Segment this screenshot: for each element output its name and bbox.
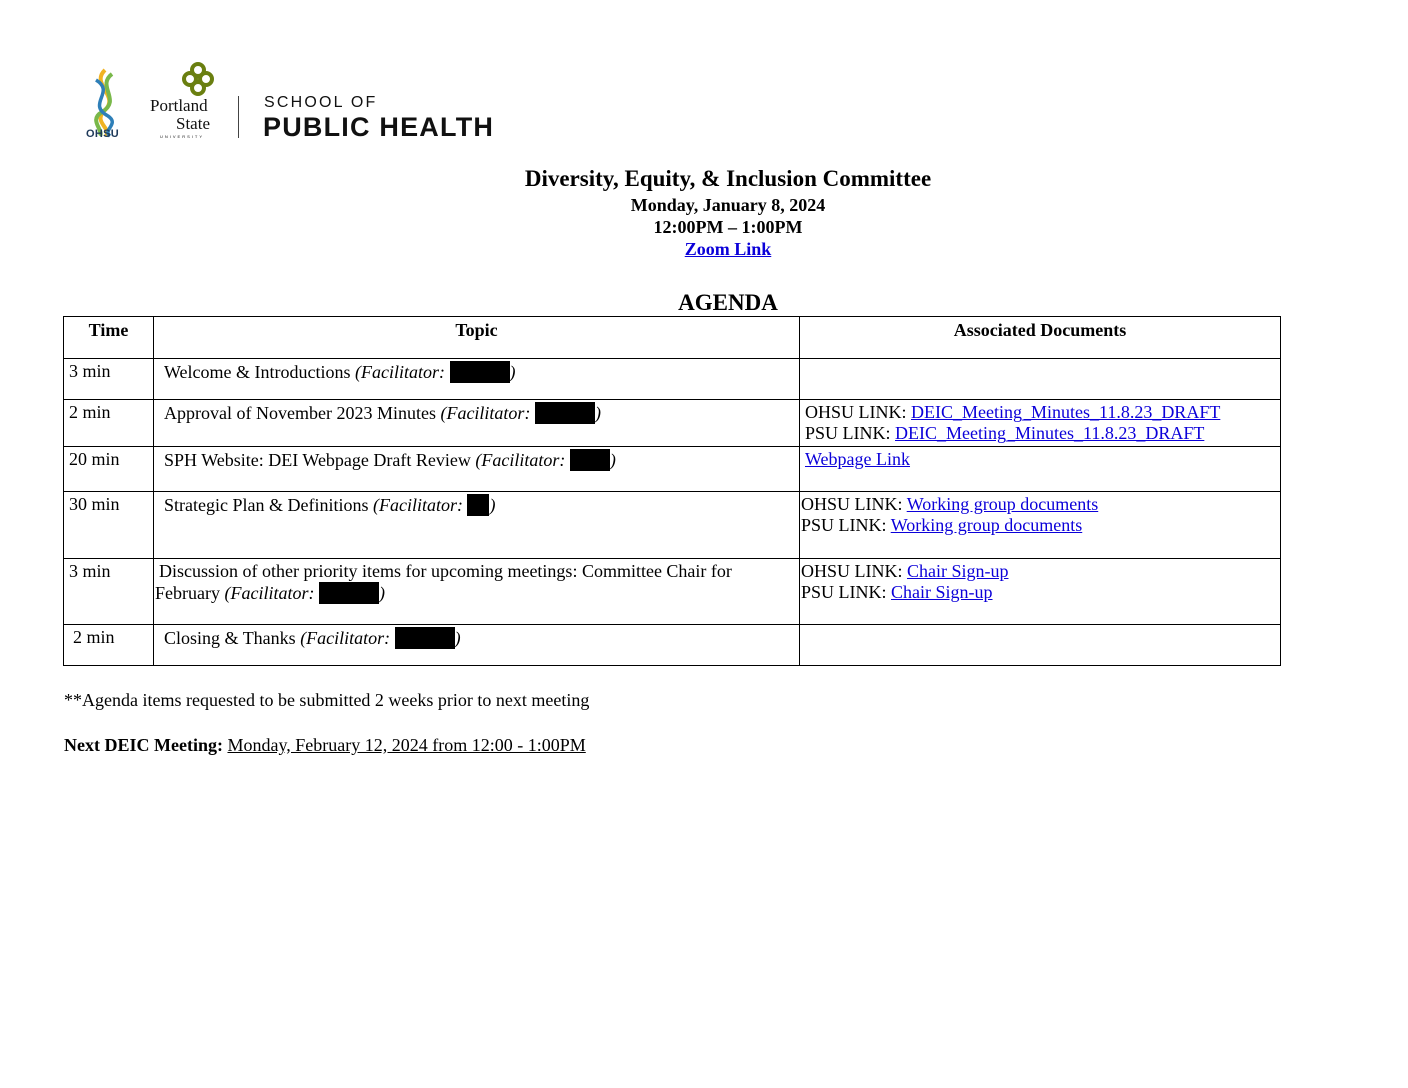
zoom-link-line	[0, 239, 1408, 260]
row-time: 2 min	[64, 400, 154, 447]
ohsu-wordmark: OHSU	[86, 128, 119, 140]
row-topic	[154, 492, 800, 559]
ohsu-chair-signup-link[interactable]: Chair Sign-up	[907, 561, 1009, 581]
next-meeting-value: Monday, February 12, 2024 from 12:00 - 1:00PM	[227, 735, 586, 755]
sph-wordmark-line1: SCHOOL OF	[264, 94, 378, 111]
facilitator-label: (Facilitator:	[300, 628, 391, 648]
psu-wordmark-line3: UNIVERSITY	[160, 134, 205, 139]
topic-text: Strategic Plan & Definitions	[164, 495, 369, 515]
agenda-heading: AGENDA	[678, 290, 778, 315]
topic-text: SPH Website: DEI Webpage Draft Review	[164, 450, 471, 470]
psu-minutes-link[interactable]: DEIC_Meeting_Minutes_11.8.23_DRAFT	[895, 423, 1205, 443]
school-logo	[78, 62, 508, 144]
meeting-date: Monday, January 8, 2024	[630, 195, 826, 215]
facilitator-close: )	[454, 628, 461, 648]
doc-label: OHSU LINK:	[801, 494, 903, 514]
agenda-table	[63, 316, 1281, 666]
ohsu-working-group-link[interactable]: Working group documents	[906, 494, 1099, 514]
agenda-note: **Agenda items requested to be submitted 2 weeks prior to next meeting	[64, 690, 590, 710]
facilitator-label: (Facilitator:	[440, 403, 531, 423]
redacted-name	[535, 402, 595, 424]
meeting-time: 12:00PM – 1:00PM	[653, 217, 803, 237]
row-topic	[154, 559, 800, 625]
row-time: 3 min	[64, 359, 154, 400]
row-topic	[154, 625, 800, 666]
facilitator-close: )	[594, 403, 601, 423]
psu-logo-icon	[180, 62, 216, 96]
logo-divider	[238, 96, 239, 138]
doc-label: PSU LINK:	[801, 582, 887, 602]
row-topic	[154, 447, 800, 492]
table-row	[64, 492, 1281, 559]
facilitator-label: (Facilitator:	[475, 450, 566, 470]
redacted-name	[467, 494, 489, 516]
document-title: Diversity, Equity, & Inclusion Committee	[524, 166, 932, 191]
row-docs	[800, 400, 1281, 447]
topic-text: Approval of November 2023 Minutes	[164, 403, 436, 423]
table-row	[64, 359, 1281, 400]
zoom-link[interactable]: Zoom Link	[684, 239, 772, 259]
ohsu-minutes-link[interactable]: DEIC_Meeting_Minutes_11.8.23_DRAFT	[911, 402, 1221, 422]
table-header-row	[64, 317, 1281, 359]
facilitator-close: )	[378, 583, 385, 603]
facilitator-close: )	[609, 450, 616, 470]
facilitator-close: )	[489, 495, 496, 515]
psu-wordmark-line1: Portland	[150, 96, 208, 115]
row-docs	[800, 559, 1281, 625]
psu-wordmark-line2: State	[176, 114, 210, 133]
topic-text: Closing & Thanks	[164, 628, 296, 648]
row-docs	[800, 359, 1281, 400]
header-time: Time	[64, 317, 154, 359]
facilitator-label: (Facilitator:	[372, 495, 463, 515]
sph-wordmark-line2: PUBLIC HEALTH	[263, 112, 495, 142]
topic-text: Discussion of other priority items for upcoming meetings: Committee Chair for February	[155, 561, 732, 603]
row-time: 3 min	[64, 559, 154, 625]
row-docs	[800, 447, 1281, 492]
topic-text: Welcome & Introductions	[164, 362, 351, 382]
row-time	[64, 625, 154, 666]
doc-label: PSU LINK:	[805, 423, 891, 443]
row-docs	[800, 625, 1281, 666]
row-time-text: 2 min	[73, 627, 115, 647]
header-topic: Topic	[154, 317, 800, 359]
facilitator-close: )	[509, 362, 516, 382]
doc-label: OHSU LINK:	[801, 561, 903, 581]
doc-label: PSU LINK:	[801, 515, 887, 535]
webpage-link[interactable]: Webpage Link	[805, 449, 911, 469]
table-row	[64, 559, 1281, 625]
table-row	[64, 400, 1281, 447]
header-docs: Associated Documents	[800, 317, 1281, 359]
table-row	[64, 625, 1281, 666]
row-topic	[154, 359, 800, 400]
facilitator-label: (Facilitator:	[355, 362, 445, 382]
next-meeting	[64, 735, 586, 756]
redacted-name	[450, 361, 510, 383]
row-topic	[154, 400, 800, 447]
table-row	[64, 447, 1281, 492]
psu-working-group-link[interactable]: Working group documents	[890, 515, 1083, 535]
next-meeting-label: Next DEIC Meeting:	[64, 735, 223, 755]
redacted-name	[319, 582, 379, 604]
redacted-name	[395, 627, 455, 649]
row-time: 30 min	[64, 492, 154, 559]
redacted-name	[570, 449, 610, 471]
facilitator-label: (Facilitator:	[224, 583, 315, 603]
row-time: 20 min	[64, 447, 154, 492]
doc-label: OHSU LINK:	[805, 402, 907, 422]
psu-chair-signup-link[interactable]: Chair Sign-up	[891, 582, 993, 602]
row-docs	[800, 492, 1281, 559]
